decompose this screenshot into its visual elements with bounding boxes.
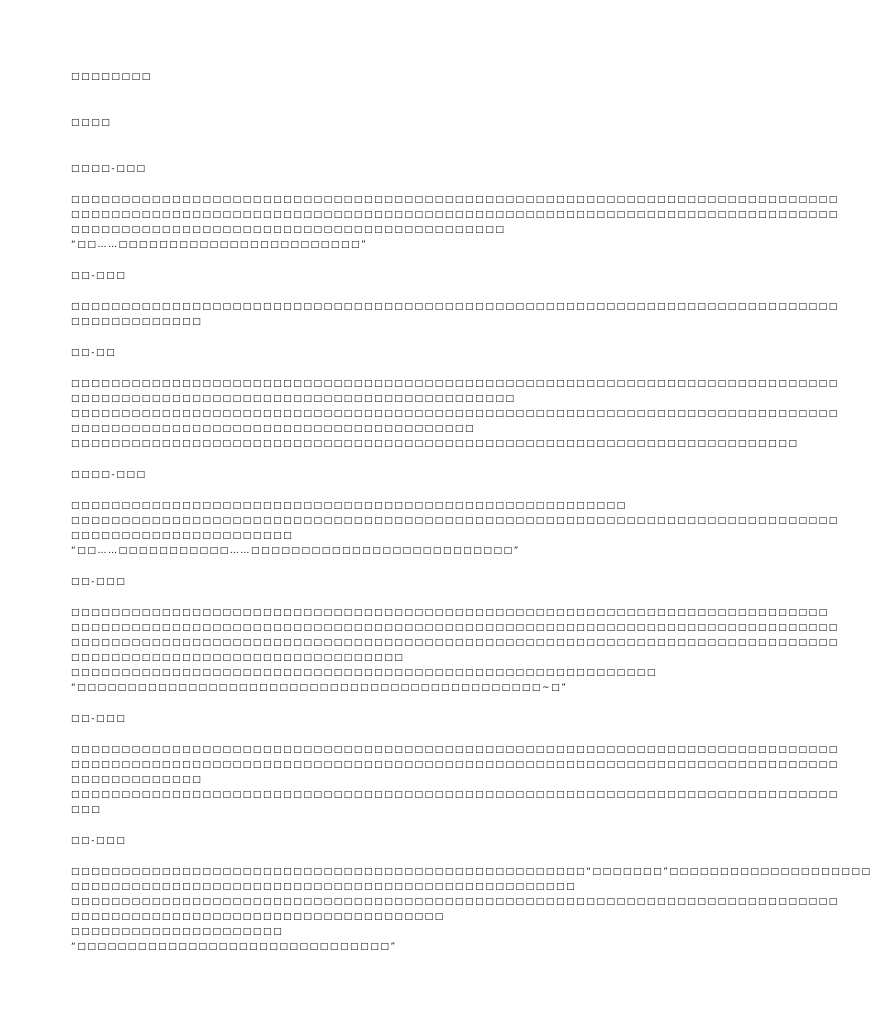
paragraph-line: □□□□□□□□□□□□□□□□□□□□□□□□□□□□□□□□□□□□□□□□□□□□□□□□□□□□□□□□□□□□□□□□□□□□□□□□□□□□ <box>71 210 839 220</box>
paragraph-line: □□□□□□□□□□□□□□□□□□□□□□□□□□□□□□□□□□□□□□□□□□□□□□□□□□□□□□□□□□□□□□□□□□□□□□□□□□□□ <box>71 379 839 389</box>
paragraph-line: □□□□□□□□□□□□□□□□□□□□□□□□□□□□□□□□□□□□□ <box>71 912 445 922</box>
paragraph-line: □□□□□□□□□□□□□□□□□□□□□□□□□□□□□□□□□□□□□□□□□□□□□□□□□□□□□□□□□□□□□□□□□□□□□□□□□□□□ <box>71 516 839 526</box>
paragraph-line: □□□□□□□□□□□□□□□□□□□□□□□□□□□□□□□□□□□□□□□□□□□□□□□□□□□□□□□□□□□□□□□□□□□□□□□□□□□□ <box>71 760 839 770</box>
paragraph-line: “□□□□□□□□□□□□□□□□□□□□□□□□□□□□□□□” <box>71 942 397 952</box>
paragraph-line: □□□□□□□□□□□□□□□□□□□□□□□□□□□□□□□□□□□□□□□□□□□□□□□□□□□□□□□□□□□□□□□□□□□□□□□□ <box>71 439 799 449</box>
paragraph-line: □□□□□□□□□□□□□□□□□□□□□□□□□□□□□□□□□□□□□□□□□□□□□□□□□□□□□□□ <box>71 501 627 511</box>
paragraph-line: □□□□□□□□□□□□□□□□□□□□□□ <box>71 531 294 541</box>
paragraph-line: □□□□□□□□□□□□□□□□□□□□□□□□□□□□□□□□□□□□□□□□□□□□□□□□□□□□□□□□□□□□□□□□□□□□□□□□□□□ <box>71 608 829 618</box>
document-section <box>71 468 839 559</box>
paragraph-line: □□□□□□□□□□□□□ <box>71 317 203 327</box>
paragraph-line: □□□□□□□□□□□□□□□□□□□□□□□□□□□□□□□□□□□□□□□□ <box>71 424 476 434</box>
section-heading: □□-□□□ <box>71 714 127 724</box>
document-section <box>71 346 839 452</box>
paragraph-line: □□□□□□□□□□□□□□□□□□□□□□□□□□□□□□□□□□□□□□□□□□□ <box>71 225 506 235</box>
paragraph-line: □□□□□□□□□□□□□□□□□□□□□□□□□□□□□□□□□□□□□□□□□□□□ <box>71 394 516 404</box>
document-body <box>71 70 872 971</box>
paragraph-line: □□□□□□□□□□□□□ <box>71 775 203 785</box>
paragraph-line: □□□□□□□□□□□□□□□□□□□□□□□□□□□□□□□□□□□□□□□□□□□□□□□□□□□□□□□□□□□□□□□□□□□□□□□□□□□□ <box>71 195 839 205</box>
sections-container <box>71 162 872 955</box>
paragraph-line: □□□□□□□□□□□□□□□□□□□□□□□□□□□□□□□□□□□□□□□□□□□□□□□□□□□□□□□□□□□□□□□□□□□□□□□□□□□□ <box>71 790 839 800</box>
document-section <box>71 162 839 253</box>
document-subtitle: □□□□ <box>71 118 112 128</box>
paragraph-line: □□□ <box>71 805 102 815</box>
paragraph-line: □□□□□□□□□□□□□□□□□□□□□□□□□□□□□□□□□□□□□□□□□□□□□□□□□□ <box>71 882 577 892</box>
document-section <box>71 269 839 330</box>
document-title: □□□□□□□□ <box>71 72 152 82</box>
paragraph-line: □□□□□□□□□□□□□□□□□□□□□□□□□□□□□□□□□□□□□□□□□□□□□□□□□□□□□□□□□□□□□□□□□□□□□□□□□□□□ <box>71 897 839 907</box>
paragraph-line: □□□□□□□□□□□□□□□□□□□□□□□□□□□□□□□□□□□□□□□□□□□□□□□□□□□□□□□□□□□□□□□□□□□□□□□□□□□□ <box>71 638 839 648</box>
paragraph-line: “□□……□□□□□□□□□□□……□□□□□□□□□□□□□□□□□□□□□□□□□□” <box>71 546 520 556</box>
paragraph-line: □□□□□□□□□□□□□□□□□□□□□□□□□□□□□□□□□□□□□□□□□□□□□□□□□□□□□□□□□□□□□□□□□□□□□□□□□□□□ <box>71 409 839 419</box>
section-heading: □□-□□□ <box>71 577 127 587</box>
document-section <box>71 712 839 818</box>
document-section <box>71 834 872 955</box>
document-section <box>71 575 839 696</box>
section-heading: □□-□□□ <box>71 271 127 281</box>
paragraph-line: □□□□□□□□□□□□□□□□□□□□□□□□□□□□□□□□□□□□□□□□□□□□□□□□□□□□□□□□□□□□□□□□□□□□□□□□□□□□ <box>71 623 839 633</box>
section-heading: □□□□-□□□ <box>71 164 147 174</box>
paragraph-line: □□□□□□□□□□□□□□□□□□□□□□□□□□□□□□□□□□□□□□□□□□□□□□□□□□□□□□□□□□□□□□□□□□□□□□□□□□□□ <box>71 745 839 755</box>
paragraph-line: □□□□□□□□□□□□□□□□□□□□□□□□□□□□□□□□□□□□□□□□□□□□□□□□□□□“□□□□□□□”□□□□□□□□□□□□□□□□□□□□ <box>71 867 872 877</box>
section-heading: □□-□□ <box>71 348 117 358</box>
paragraph-line: “□□□□□□□□□□□□□□□□□□□□□□□□□□□□□□□□□□□□□□□□□□□□□□~□” <box>71 683 568 693</box>
paragraph-line: □□□□□□□□□□□□□□□□□□□□□ <box>71 927 284 937</box>
paragraph-line: □□□□□□□□□□□□□□□□□□□□□□□□□□□□□□□□□ <box>71 653 405 663</box>
paragraph-line: □□□□□□□□□□□□□□□□□□□□□□□□□□□□□□□□□□□□□□□□□□□□□□□□□□□□□□□□□□ <box>71 668 657 678</box>
section-heading: □□□□-□□□ <box>71 470 147 480</box>
paragraph-line: □□□□□□□□□□□□□□□□□□□□□□□□□□□□□□□□□□□□□□□□□□□□□□□□□□□□□□□□□□□□□□□□□□□□□□□□□□□□ <box>71 302 839 312</box>
section-heading: □□-□□□ <box>71 836 127 846</box>
paragraph-line: “□□……□□□□□□□□□□□□□□□□□□□□□□□□” <box>71 240 368 250</box>
